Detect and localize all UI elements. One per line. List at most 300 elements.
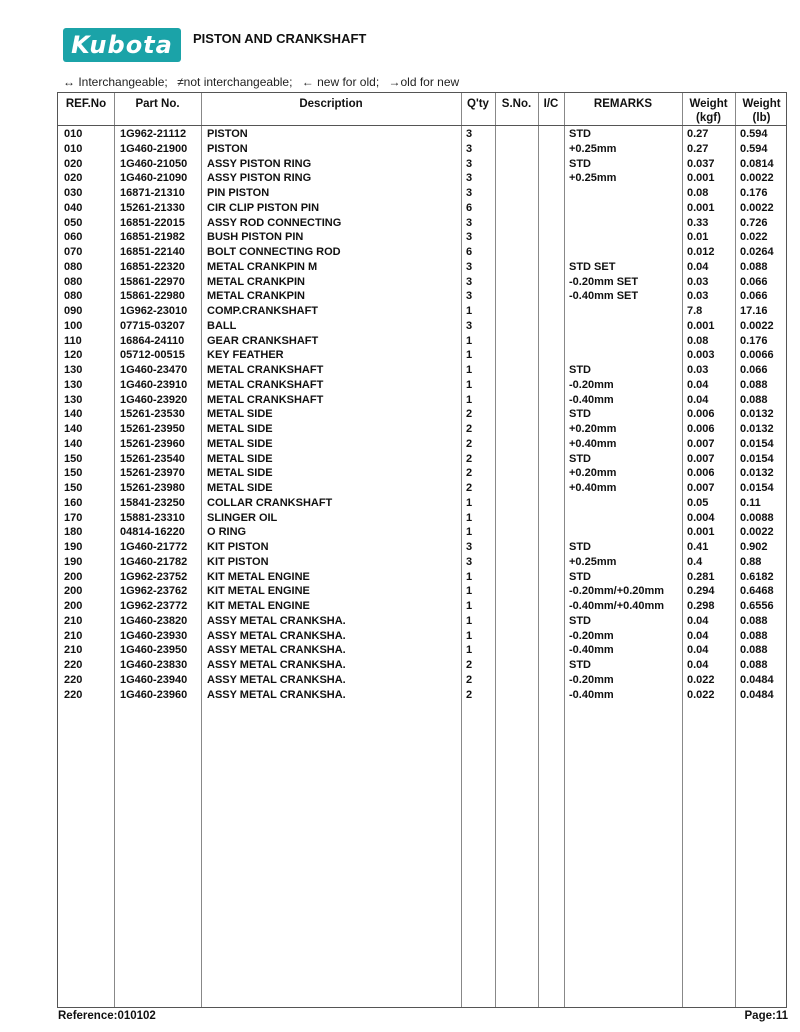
cell-part-no: 1G460-21050: [120, 157, 188, 170]
cell-description: METAL SIDE: [207, 408, 273, 421]
cell-ref-no: 160: [64, 496, 83, 509]
cell-part-no: 15881-23310: [120, 511, 185, 524]
table-row: [58, 688, 786, 703]
cell-qty: 6: [466, 201, 473, 214]
table-row: [58, 673, 786, 688]
cell-ref-no: 070: [64, 246, 83, 258]
cell-weight-kgf: 0.001: [687, 172, 715, 185]
table-row: [58, 643, 786, 658]
cell-weight-kgf: 0.003: [687, 349, 715, 362]
cell-qty: 2: [466, 408, 473, 421]
cell-description: METAL CRANKPIN: [207, 275, 305, 288]
cell-weight-lb: 0.176: [740, 187, 768, 199]
cell-remarks: STD: [569, 364, 591, 376]
cell-part-no: 1G962-23772: [120, 600, 188, 612]
cell-weight-kgf: 0.33: [687, 216, 709, 229]
cell-description: KIT PISTON: [207, 555, 269, 568]
cell-ref-no: 200: [64, 600, 83, 612]
cell-description: O RING: [207, 526, 247, 539]
cell-weight-kgf: 0.03: [687, 275, 709, 288]
cell-description: ASSY METAL CRANKSHA.: [207, 659, 346, 671]
cell-ref-no: 040: [64, 201, 83, 214]
cell-remarks: +0.40mm: [569, 482, 617, 494]
reference-number: Reference:010102: [58, 1010, 156, 1022]
cell-qty: 1: [466, 614, 473, 627]
cell-ref-no: 080: [64, 290, 83, 303]
cell-ref-no: 220: [64, 659, 83, 671]
cell-part-no: 15261-23980: [120, 482, 185, 494]
cell-remarks: -0.20mm/+0.20mm: [569, 585, 665, 598]
cell-description: ASSY PISTON RING: [207, 157, 312, 170]
table-row: [58, 127, 786, 142]
cell-qty: 3: [466, 555, 473, 568]
header-description: Description: [299, 98, 363, 110]
cell-weight-kgf: 0.27: [687, 128, 709, 140]
cell-weight-kgf: 0.022: [687, 673, 715, 686]
cell-description: METAL CRANKSHAFT: [207, 364, 324, 376]
cell-part-no: 1G460-21782: [120, 555, 188, 568]
cell-weight-lb: 0.0484: [740, 688, 774, 701]
cell-weight-lb: 0.176: [740, 334, 768, 347]
table-row: [58, 466, 786, 481]
table-row: [58, 378, 786, 393]
cell-description: ASSY METAL CRANKSHA.: [207, 673, 346, 686]
table-row: [58, 599, 786, 614]
cell-weight-lb: 0.0022: [740, 319, 774, 332]
cell-description: BALL: [207, 319, 237, 332]
cell-weight-lb: 0.066: [740, 290, 768, 303]
cell-qty: 1: [466, 629, 473, 642]
cell-ref-no: 020: [64, 172, 83, 185]
header-part-no: Part No.: [135, 98, 180, 110]
cell-part-no: 15261-23530: [120, 408, 185, 421]
cell-ref-no: 010: [64, 128, 83, 140]
cell-weight-kgf: 0.08: [687, 187, 709, 199]
cell-weight-kgf: 0.04: [687, 378, 709, 391]
cell-description: KEY FEATHER: [207, 349, 284, 362]
cell-weight-lb: 0.902: [740, 541, 768, 553]
table-row: [58, 496, 786, 511]
cell-weight-lb: 0.0154: [740, 452, 774, 465]
cell-description: KIT PISTON: [207, 541, 269, 553]
cell-weight-kgf: 0.007: [687, 437, 715, 450]
cell-weight-kgf: 0.04: [687, 614, 709, 627]
cell-ref-no: 140: [64, 408, 83, 421]
cell-description: KIT METAL ENGINE: [207, 585, 310, 598]
cell-description: SLINGER OIL: [207, 511, 278, 524]
cell-qty: 2: [466, 452, 473, 465]
cell-qty: 2: [466, 482, 473, 494]
cell-description: PISTON: [207, 128, 248, 140]
cell-description: METAL CRANKSHAFT: [207, 393, 324, 406]
cell-description: KIT METAL ENGINE: [207, 600, 310, 612]
cell-remarks: +0.20mm: [569, 467, 617, 480]
cell-qty: 1: [466, 526, 473, 539]
cell-ref-no: 120: [64, 349, 83, 362]
table-row: [58, 142, 786, 157]
cell-remarks: +0.40mm: [569, 437, 617, 450]
cell-qty: 1: [466, 305, 473, 317]
cell-ref-no: 080: [64, 275, 83, 288]
table-row: [58, 437, 786, 452]
page-title: PISTON AND CRANKSHAFT: [193, 31, 367, 46]
cell-remarks: -0.40mm SET: [569, 290, 639, 303]
cell-description: METAL SIDE: [207, 452, 273, 465]
cell-part-no: 1G460-23470: [120, 364, 188, 376]
header-ic: I/C: [543, 98, 559, 110]
cell-qty: 1: [466, 334, 473, 347]
cell-ref-no: 140: [64, 437, 83, 450]
cell-description: METAL SIDE: [207, 423, 273, 435]
cell-ref-no: 110: [64, 334, 82, 347]
cell-weight-kgf: 0.037: [687, 157, 715, 170]
cell-weight-kgf: 0.006: [687, 467, 715, 480]
cell-remarks: STD: [569, 570, 591, 583]
cell-qty: 1: [466, 364, 473, 376]
cell-qty: 3: [466, 142, 473, 155]
cell-part-no: 1G460-23940: [120, 673, 188, 686]
cell-weight-lb: 0.0814: [740, 157, 774, 170]
cell-part-no: 15861-22980: [120, 290, 185, 303]
cell-weight-kgf: 0.007: [687, 452, 715, 465]
table-row: [58, 629, 786, 644]
cell-qty: 2: [466, 673, 473, 686]
table-row: [58, 171, 786, 186]
cell-ref-no: 220: [64, 688, 83, 701]
cell-description: PISTON: [207, 142, 248, 155]
cell-weight-lb: 0.594: [740, 128, 768, 140]
cell-part-no: 05712-00515: [120, 349, 185, 362]
cell-qty: 1: [466, 349, 473, 362]
cell-remarks: STD: [569, 157, 591, 170]
table-row: [58, 304, 786, 319]
cell-qty: 3: [466, 290, 473, 303]
cell-part-no: 1G962-23010: [120, 305, 188, 317]
table-row: [58, 540, 786, 555]
cell-remarks: STD: [569, 408, 591, 421]
cell-ref-no: 060: [64, 231, 83, 244]
cell-weight-lb: 0.088: [740, 378, 768, 391]
cell-qty: 1: [466, 378, 473, 391]
cell-ref-no: 150: [64, 467, 83, 480]
cell-description: GEAR CRANKSHAFT: [207, 334, 319, 347]
table-row: [58, 289, 786, 304]
cell-part-no: 16851-22320: [120, 260, 185, 273]
cell-weight-kgf: 0.012: [687, 246, 715, 258]
table-row: [58, 348, 786, 363]
cell-weight-lb: 0.6556: [740, 600, 774, 612]
table-row: [58, 319, 786, 334]
cell-description: METAL SIDE: [207, 437, 273, 450]
cell-description: ASSY ROD CONNECTING: [207, 216, 342, 229]
cell-weight-kgf: 0.04: [687, 393, 709, 406]
header-qty: Q'ty: [467, 98, 489, 110]
cell-remarks: STD: [569, 452, 591, 465]
cell-weight-kgf: 0.04: [687, 644, 709, 657]
cell-weight-kgf: 0.001: [687, 201, 715, 214]
cell-description: CIR CLIP PISTON PIN: [207, 201, 320, 214]
table-row: [58, 614, 786, 629]
cell-weight-lb: 0.11: [740, 496, 761, 509]
cell-part-no: 1G460-21900: [120, 142, 188, 155]
cell-part-no: 15261-23970: [120, 467, 185, 480]
cell-part-no: 16851-22140: [120, 246, 185, 258]
cell-part-no: 1G460-21090: [120, 172, 188, 185]
cell-weight-lb: 0.022: [740, 231, 768, 244]
cell-weight-lb: 0.088: [740, 393, 768, 406]
cell-ref-no: 190: [64, 555, 83, 568]
cell-description: ASSY PISTON RING: [207, 172, 312, 185]
cell-description: ASSY METAL CRANKSHA.: [207, 614, 346, 627]
cell-ref-no: 150: [64, 482, 83, 494]
table-row: [58, 407, 786, 422]
cell-ref-no: 200: [64, 585, 83, 598]
table-row: [58, 157, 786, 172]
cell-description: ASSY METAL CRANKSHA.: [207, 688, 346, 701]
table-row: [58, 570, 786, 585]
legend-interchangeable: ↔ Interchangeable;: [63, 75, 168, 89]
cell-description: METAL CRANKPIN: [207, 290, 305, 303]
cell-weight-lb: 0.066: [740, 275, 768, 288]
table-row: [58, 525, 786, 540]
cell-ref-no: 210: [64, 644, 83, 657]
table-row: [58, 216, 786, 231]
cell-weight-kgf: 0.03: [687, 364, 709, 376]
cell-remarks: +0.25mm: [569, 142, 617, 155]
cell-weight-kgf: 0.001: [687, 526, 715, 539]
cell-part-no: 1G460-23930: [120, 629, 188, 642]
cell-ref-no: 030: [64, 187, 83, 199]
cell-description: ASSY METAL CRANKSHA.: [207, 629, 346, 642]
cell-weight-kgf: 0.298: [687, 600, 715, 612]
cell-remarks: -0.20mm: [569, 629, 614, 642]
cell-ref-no: 210: [64, 629, 83, 642]
cell-weight-kgf: 0.04: [687, 659, 709, 671]
cell-weight-lb: 0.066: [740, 364, 768, 376]
cell-weight-lb: 0.594: [740, 142, 768, 155]
cell-ref-no: 130: [64, 364, 83, 376]
cell-weight-lb: 0.0264: [740, 246, 774, 258]
table-row: [58, 511, 786, 526]
cell-part-no: 16864-24110: [120, 334, 185, 347]
cell-part-no: 16851-22015: [120, 216, 185, 229]
table-row: [58, 393, 786, 408]
cell-weight-lb: 0.088: [740, 644, 768, 657]
header-weight-lb: [735, 97, 788, 125]
cell-ref-no: 010: [64, 142, 83, 155]
cell-remarks: -0.20mm: [569, 378, 614, 391]
cell-weight-lb: 0.088: [740, 260, 768, 273]
table-row: [58, 334, 786, 349]
cell-qty: 1: [466, 393, 473, 406]
cell-remarks: -0.40mm: [569, 688, 614, 701]
cell-qty: 1: [466, 570, 473, 583]
cell-weight-lb: 0.726: [740, 216, 768, 229]
cell-weight-kgf: 7.8: [687, 305, 703, 317]
cell-description: KIT METAL ENGINE: [207, 570, 310, 583]
header-weight-lb-line2: (lb): [752, 112, 771, 124]
kubota-logo: Kubota: [63, 28, 181, 62]
cell-part-no: 15861-22970: [120, 275, 185, 288]
cell-weight-kgf: 0.01: [687, 231, 709, 244]
cell-weight-lb: 0.0154: [740, 482, 774, 494]
cell-weight-lb: 0.88: [740, 555, 762, 568]
cell-qty: 2: [466, 437, 473, 450]
cell-weight-lb: 0.6182: [740, 570, 774, 583]
header-weight-lb-line1: Weight: [742, 98, 781, 110]
header-ref-no: REF.No: [65, 98, 107, 110]
cell-remarks: STD: [569, 541, 591, 553]
cell-weight-kgf: 0.294: [687, 585, 715, 598]
cell-remarks: STD: [569, 659, 591, 671]
cell-ref-no: 140: [64, 423, 83, 435]
cell-remarks: -0.20mm: [569, 673, 614, 686]
cell-qty: 3: [466, 541, 473, 553]
cell-qty: 1: [466, 600, 473, 612]
header-weight-kgf-line2: (kgf): [696, 112, 721, 124]
cell-weight-lb: 0.0132: [740, 423, 774, 435]
cell-weight-kgf: 0.022: [687, 688, 715, 701]
table-row: [58, 186, 786, 201]
cell-remarks: STD: [569, 614, 591, 627]
cell-qty: 3: [466, 187, 473, 199]
table-row: [58, 481, 786, 496]
cell-ref-no: 170: [64, 511, 83, 524]
cell-part-no: 1G962-21112: [120, 128, 187, 140]
cell-weight-kgf: 0.001: [687, 319, 715, 332]
cell-remarks: -0.40mm: [569, 644, 614, 657]
cell-remarks: +0.20mm: [569, 423, 617, 435]
table-row: [58, 584, 786, 599]
cell-description: PIN PISTON: [207, 187, 270, 199]
cell-weight-kgf: 0.281: [687, 570, 715, 583]
cell-part-no: 07715-03207: [120, 319, 185, 332]
header-serial-no: S.No.: [501, 98, 532, 110]
table-row: [58, 452, 786, 467]
cell-part-no: 16851-21982: [120, 231, 185, 244]
header-remarks: REMARKS: [593, 98, 653, 110]
legend-new-for-old: ← new for old;: [301, 75, 380, 89]
cell-qty: 3: [466, 231, 473, 244]
cell-ref-no: 150: [64, 452, 83, 465]
header-divider: [58, 125, 786, 126]
cell-qty: 3: [466, 172, 473, 185]
cell-weight-lb: 0.088: [740, 659, 768, 671]
cell-part-no: 1G962-23752: [120, 570, 188, 583]
cell-part-no: 1G460-23960: [120, 688, 188, 701]
cell-qty: 3: [466, 216, 473, 229]
cell-description: METAL CRANKPIN M: [207, 260, 318, 273]
legend-not-interchangeable: ≠not interchangeable;: [177, 75, 293, 89]
table-row: [58, 260, 786, 275]
cell-qty: 3: [466, 275, 473, 288]
cell-weight-kgf: 0.004: [687, 511, 715, 524]
cell-part-no: 15261-23540: [120, 452, 185, 465]
cell-part-no: 15261-23950: [120, 423, 185, 435]
cell-part-no: 1G460-23920: [120, 393, 188, 406]
cell-part-no: 15841-23250: [120, 496, 185, 509]
cell-ref-no: 180: [64, 526, 83, 539]
header-weight-kgf-line1: Weight: [689, 98, 728, 110]
cell-qty: 1: [466, 585, 473, 598]
cell-remarks: -0.20mm SET: [569, 275, 639, 288]
cell-weight-kgf: 0.04: [687, 629, 709, 642]
header-weight-kgf: [682, 97, 735, 125]
parts-table: [57, 92, 787, 1008]
cell-weight-kgf: 0.006: [687, 423, 715, 435]
cell-ref-no: 130: [64, 378, 83, 391]
cell-remarks: +0.25mm: [569, 172, 617, 185]
cell-description: COMP.CRANKSHAFT: [207, 305, 319, 317]
table-row: [58, 422, 786, 437]
cell-ref-no: 020: [64, 157, 83, 170]
cell-qty: 1: [466, 496, 473, 509]
cell-qty: 2: [466, 659, 473, 671]
cell-weight-kgf: 0.006: [687, 408, 715, 421]
cell-ref-no: 090: [64, 305, 83, 317]
cell-part-no: 1G962-23762: [120, 585, 188, 598]
cell-qty: 3: [466, 128, 473, 140]
cell-remarks: -0.40mm/+0.40mm: [569, 600, 665, 612]
table-row: [58, 363, 786, 378]
cell-part-no: 1G460-23950: [120, 644, 188, 657]
cell-ref-no: 210: [64, 614, 83, 627]
cell-weight-lb: 0.0484: [740, 673, 774, 686]
cell-part-no: 1G460-21772: [120, 541, 188, 553]
cell-description: BOLT CONNECTING ROD: [207, 246, 341, 258]
cell-weight-lb: 0.6468: [740, 585, 774, 598]
cell-weight-lb: 0.0022: [740, 201, 774, 214]
cell-weight-kgf: 0.05: [687, 496, 709, 509]
cell-weight-kgf: 0.4: [687, 555, 703, 568]
cell-weight-lb: 0.088: [740, 629, 768, 642]
table-row: [58, 555, 786, 570]
table-row: [58, 245, 786, 260]
legend-old-for-new: →old for new: [388, 75, 460, 89]
cell-weight-lb: 0.0066: [740, 349, 774, 362]
cell-description: METAL SIDE: [207, 467, 273, 480]
cell-weight-kgf: 0.08: [687, 334, 709, 347]
cell-weight-lb: 0.0132: [740, 408, 774, 421]
cell-description: BUSH PISTON PIN: [207, 231, 304, 244]
cell-part-no: 15261-23960: [120, 437, 185, 450]
cell-weight-kgf: 0.27: [687, 142, 709, 155]
cell-description: METAL CRANKSHAFT: [207, 378, 324, 391]
interchangeability-legend: [63, 75, 465, 89]
cell-qty: 1: [466, 511, 473, 524]
cell-part-no: 15261-21330: [120, 201, 185, 214]
cell-ref-no: 190: [64, 541, 83, 553]
cell-ref-no: 130: [64, 393, 83, 406]
table-row: [58, 230, 786, 245]
cell-weight-kgf: 0.007: [687, 482, 715, 494]
cell-description: ASSY METAL CRANKSHA.: [207, 644, 346, 657]
cell-weight-lb: 0.0132: [740, 467, 774, 480]
cell-remarks: +0.25mm: [569, 555, 617, 568]
cell-qty: 6: [466, 246, 473, 258]
cell-qty: 3: [466, 319, 473, 332]
cell-qty: 3: [466, 260, 473, 273]
table-row: [58, 275, 786, 290]
cell-part-no: 16871-21310: [120, 187, 185, 199]
cell-description: COLLAR CRANKSHAFT: [207, 496, 333, 509]
cell-weight-lb: 0.0088: [740, 511, 774, 524]
cell-weight-lb: 0.0154: [740, 437, 774, 450]
table-row: [58, 201, 786, 216]
page-number: Page:11: [744, 1010, 788, 1022]
cell-remarks: -0.40mm: [569, 393, 614, 406]
cell-remarks: STD: [569, 128, 591, 140]
